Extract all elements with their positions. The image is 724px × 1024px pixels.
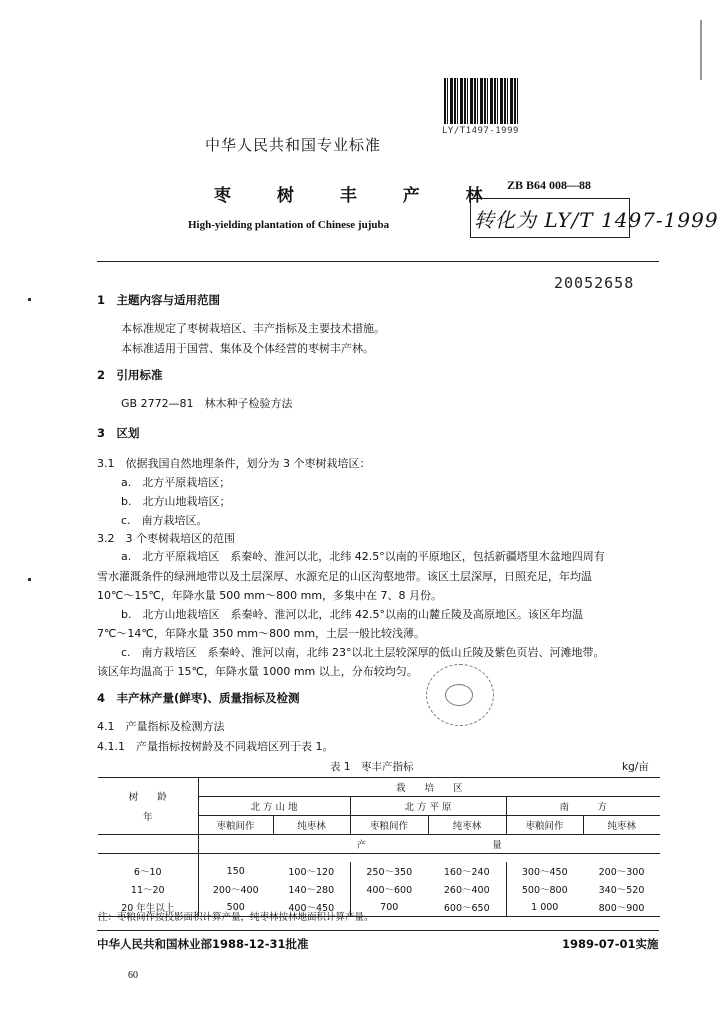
approval-line: 中华人民共和国林业部1988-12-31批准 [97,937,309,951]
zone-item-a: a. 北方平原栽培区； [121,476,231,489]
zone-c-line-2: 该区年均温高于 15℃，年降水量 1000 mm 以上，分布较均匀。 [97,665,418,678]
value-cell: 500 [198,898,273,917]
english-title: High-yielding plantation of Chinese jujuba [188,219,390,231]
clause-3-2: 3.2 3 个枣树栽培区的范围 [97,532,235,545]
scan-speck [28,578,31,581]
age-cell: 20 年生以上 [98,898,198,917]
subhead-intercrop: 枣粮间作 [350,816,428,835]
age-unit-header: 年 [142,812,153,823]
section-4-heading: 4 丰产林产量(鲜枣)、质量指标及检测 [97,691,300,705]
subhead-intercrop: 枣粮间作 [506,816,583,835]
page-number: 60 [128,970,138,981]
section-3-heading: 3 区划 [97,426,140,440]
region-north-mountain: 北 方 山 地 [198,797,350,816]
value-cell: 300～450 [506,862,583,880]
value-cell: 700 [350,898,428,917]
standard-number: ZB B64 008—88 [507,178,592,192]
footer-rule [97,930,659,931]
table-unit: kg/亩 [622,761,649,773]
yield-table [98,777,660,917]
value-cell: 340～520 [598,885,645,896]
clause-3-1: 3.1 依据我国自然地理条件，划分为 3 个枣树栽培区： [97,457,371,470]
clause-4-1: 4.1 产量指标及检测方法 [97,720,225,733]
subhead-pure: 纯枣林 [428,816,506,835]
age-cell: 11～20 [130,885,165,896]
subhead-pure: 纯枣林 [273,816,350,835]
section-2-heading: 2 引用标准 [97,368,163,382]
subhead-pure: 纯枣林 [583,816,660,835]
value-cell: 200～400 [198,880,273,898]
value-cell: 100～120 [288,867,335,878]
table-row [98,862,660,880]
scan-speck [28,298,31,301]
library-seal-center [445,684,473,706]
value-cell: 140～280 [288,885,335,896]
reference-standard: GB 2772—81 林木种子检验方法 [121,397,293,410]
region-north-plain: 北 方 平 原 [350,797,506,816]
value-cell: 400～600 [350,880,428,898]
document-title: 枣 树 丰 产 林 [214,186,503,206]
yield-label [198,835,660,854]
value-cell: 800～900 [583,898,660,917]
yield-label-1: 产 [356,840,367,851]
conversion-stamp-text: 转化为 LY/T 1497-1999 [474,208,719,232]
zone-a-line-2: 雪水灌溉条件的绿洲地带以及土层深厚、水源充足的山区沟壑地带。该区土层深厚，日照充足，年均温 [97,570,592,583]
value-cell: 260～400 [443,885,490,896]
value-cell: 200～300 [598,867,645,878]
zone-item-b: b. 北方山地栽培区； [121,495,231,508]
zone-header: 栽 培 区 [198,778,660,797]
standard-category: 中华人民共和国专业标准 [205,136,382,154]
serial-number: 20052658 [554,274,635,292]
section-1-heading: 1 主题内容与适用范围 [97,293,221,307]
region-south: 南 方 [506,797,660,816]
value-cell: 250～350 [350,862,428,880]
zone-a-line-3: 10℃～15℃，年降水量 500 mm～800 mm，多集中在 7、8 月份。 [97,589,443,602]
value-cell: 1 000 [506,898,583,917]
barcode [444,78,520,124]
clause-4-1-1: 4.1.1 产量指标按树龄及不同栽培区列于表 1。 [97,740,334,753]
section-1-p2: 本标准适用于国营、集体及个体经营的枣树丰产林。 [121,342,374,355]
value-cell: 160～240 [443,867,490,878]
zone-a-line-1: a. 北方平原栽培区 系秦岭、淮河以北，北纬 42.5°以南的平原地区，包括新疆塔里木盆地四周有 [121,550,605,563]
value-cell: 600～650 [428,898,506,917]
barcode-label: LY/T1497-1999 [442,126,519,136]
table-note: 注：枣粮间作按投影面积计算产量，纯枣林按林地面积计算产量。 [98,912,374,923]
scan-edge [700,20,702,80]
age-header: 树 龄 [128,792,167,803]
value-cell: 400～450 [273,898,350,917]
table-row [98,880,660,898]
zone-b-line-2: 7℃～14℃，年降水量 350 mm～800 mm，土层一般比较浅薄。 [97,627,426,640]
yield-label-2: 量 [492,840,502,851]
zone-b-line-1: b. 北方山地栽培区 系秦岭、淮河以北，北纬 42.5°以南的山麓丘陵及高原地区。该区年均温 [121,608,583,621]
age-cell: 6～10 [133,867,162,878]
table-caption: 表 1 枣丰产指标 [330,761,414,773]
subhead-intercrop: 枣粮间作 [198,816,273,835]
zone-item-c: c. 南方栽培区。 [121,514,208,527]
header-rule [97,261,659,262]
zone-c-line-1: c. 南方栽培区 系秦岭、淮河以南，北纬 23°以北土层较深厚的低山丘陵及紫色页岩、河滩地带。 [121,646,605,659]
effective-date: 1989-07-01实施 [562,937,659,951]
section-1-p1: 本标准规定了枣树栽培区、丰产指标及主要技术措施。 [121,322,385,335]
value-cell: 150 [198,862,273,880]
value-cell: 500～800 [506,880,583,898]
